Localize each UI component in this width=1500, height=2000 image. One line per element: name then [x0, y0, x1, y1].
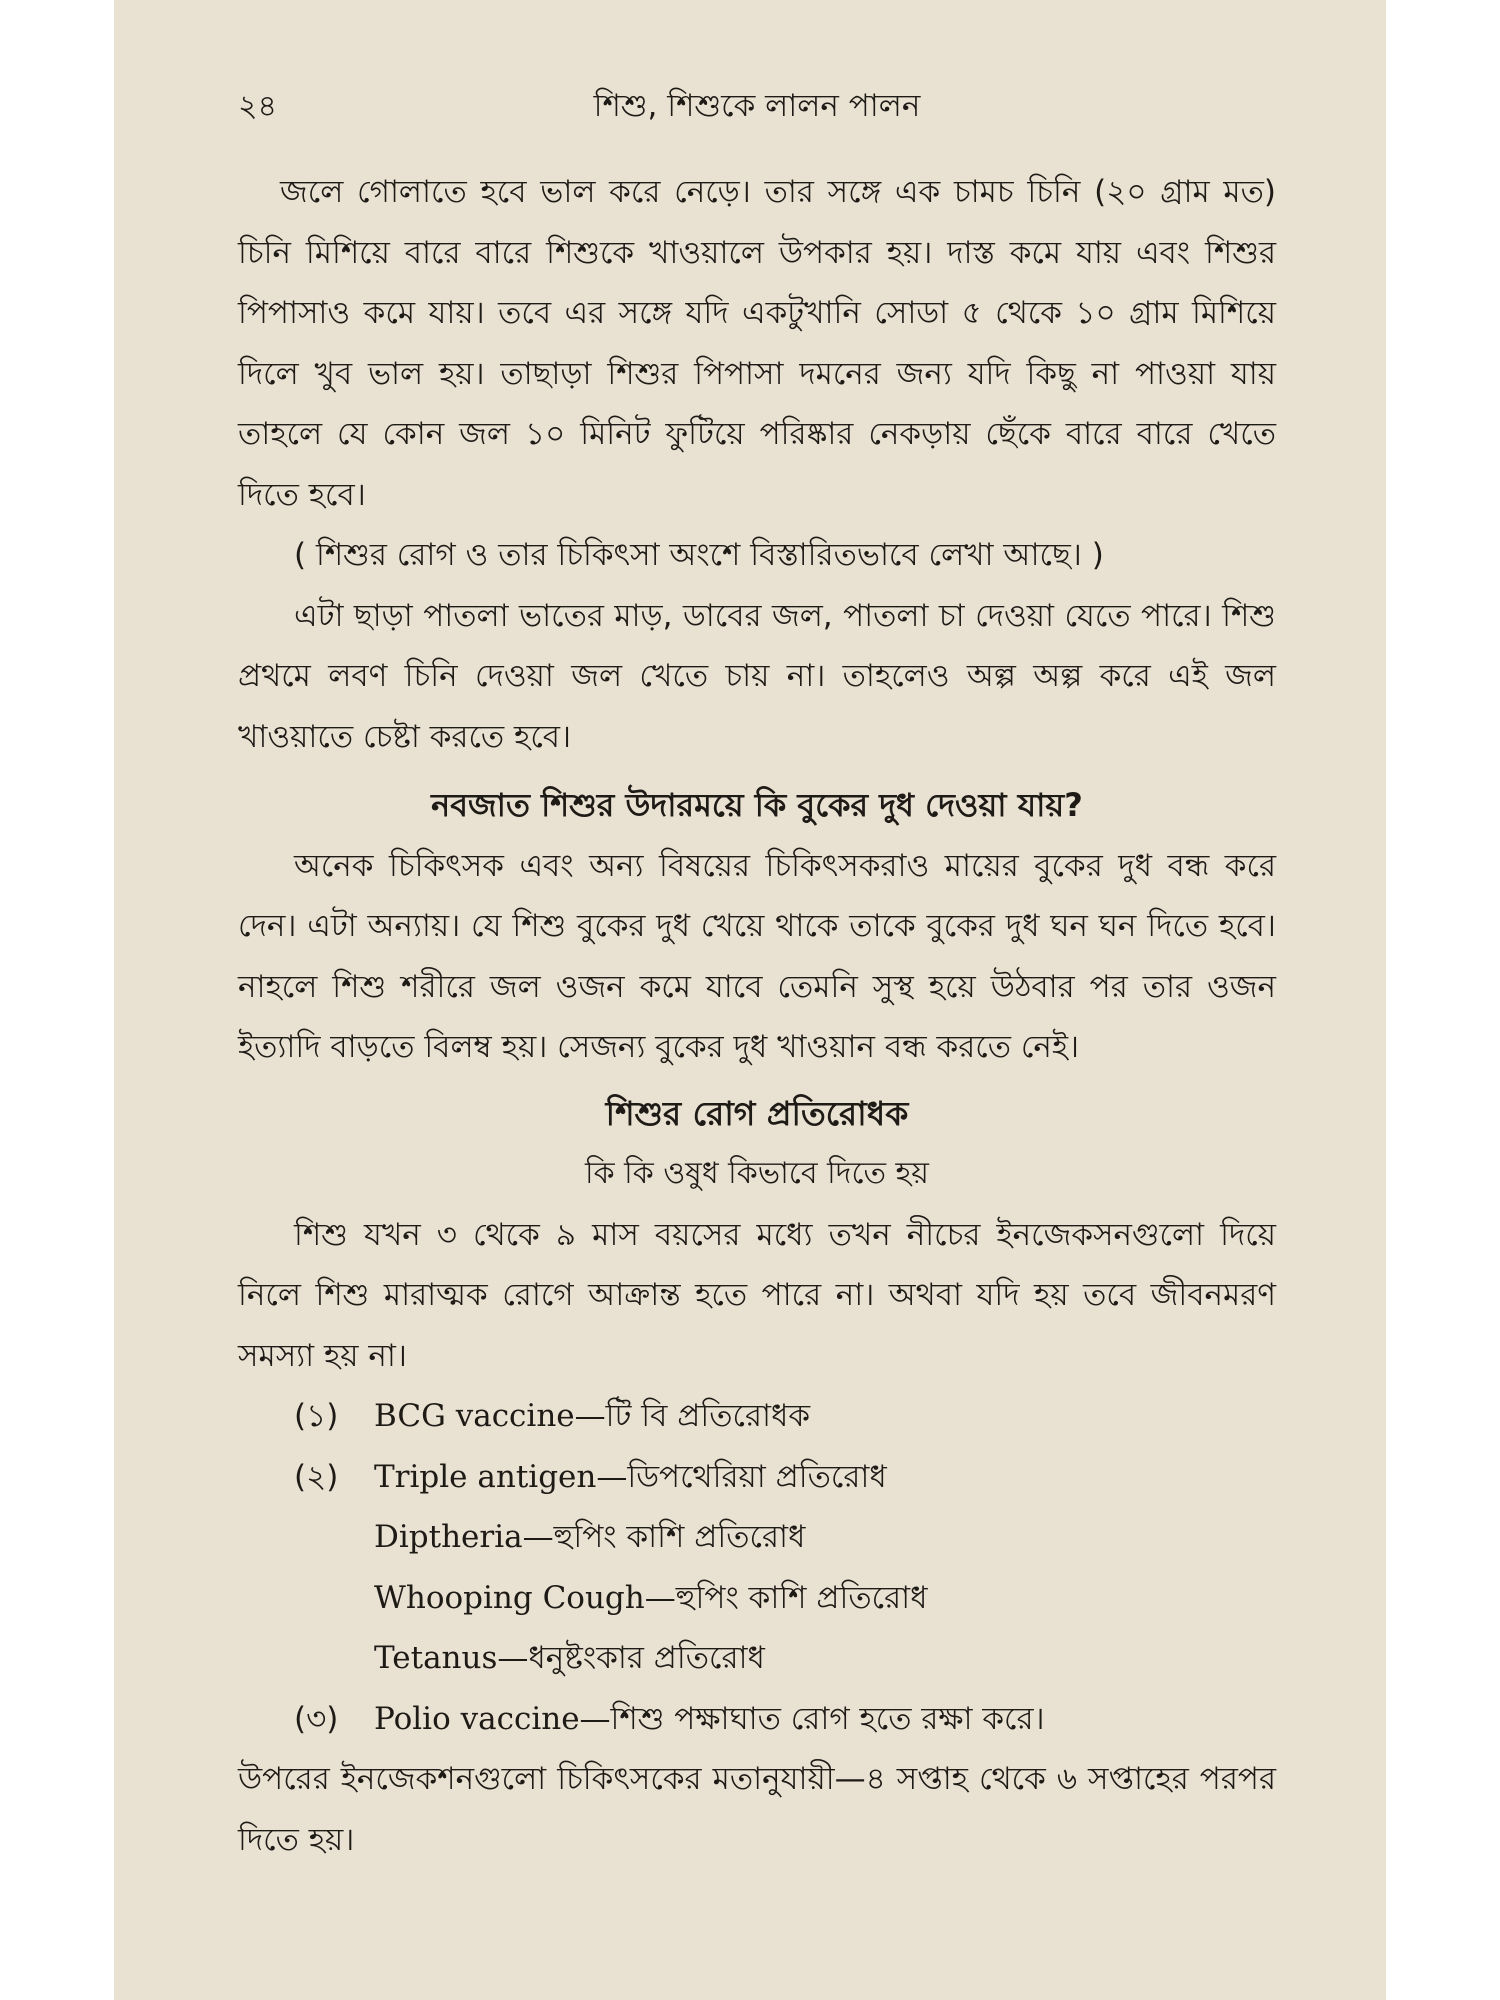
list-item — [238, 1689, 1276, 1750]
list-item — [238, 1568, 1276, 1629]
list-item-number: (২) — [294, 1458, 339, 1495]
list-item-text: Whooping Cough—হুপিং কাশি প্রতিরোধ — [374, 1579, 928, 1616]
list-item-text: Polio vaccine—শিশু পক্ষাঘাত রোগ হতে রক্ষা করে। — [374, 1700, 1045, 1737]
paragraph-reference-note: ( শিশুর রোগ ও তার চিকিৎসা অংশে বিস্তারিতভাবে লেখা আছে। ) — [294, 537, 1104, 573]
running-title: শিশু, শিশুকে লালন পালন — [593, 88, 921, 124]
list-item-number: (১) — [294, 1398, 339, 1434]
list-item-text: BCG vaccine—টি বি প্রতিরোধক — [374, 1398, 811, 1434]
page-body — [238, 162, 1276, 1870]
list-item — [238, 1507, 1276, 1568]
paragraph-breastfeeding: অনেক চিকিৎসক এবং অন্য বিষয়ের চিকিৎসকরাও মায়ের বুকের দুধ বন্ধ করে দেন। এটা অন্যায়। যে শিশু বুকের দুধ খেয়ে থাকে তাকে বুকের দুধ ঘন ঘন দিতে হবে। নাহলে শিশু শরীরে জল ওজন কমে যাবে তেমনি সুস্থ হয়ে উঠবার পর তার ওজন ইত্যাদি বাড়তে বিলম্ব হয়। সেজন্য বুকের দুধ খাওয়ান বন্ধ করতে নেই। — [238, 847, 1276, 1065]
list-item — [238, 1628, 1276, 1689]
list-item-text: Diptheria—হুপিং কাশি প্রতিরোধ — [374, 1519, 806, 1555]
page-number: ২৪ — [238, 89, 277, 124]
book-page — [114, 0, 1386, 2000]
list-item — [238, 1447, 1276, 1508]
paragraph-other-fluids: এটা ছাড়া পাতলা ভাতের মাড়, ডাবের জল, পাতলা চা দেওয়া যেতে পারে। শিশু প্রথমে লবণ চিনি দেওয়া জল খেতে চায় না। তাহলেও অল্প অল্প করে এই জল খাওয়াতে চেষ্টা করতে হবে। — [238, 597, 1276, 755]
page-header — [238, 82, 1276, 132]
section-heading-breastfeeding: নবজাত শিশুর উদারময়ে কি বুকের দুধ দেওয়া যায়? — [431, 786, 1083, 824]
list-item-text: Triple antigen—ডিপথেরিয়া প্রতিরোধ — [374, 1458, 887, 1495]
paragraph-saline: জলে গোলাতে হবে ভাল করে নেড়ে। তার সঙ্গে এক চামচ চিনি (২০ গ্রাম মত) চিনি মিশিয়ে বারে বারে শিশুকে খাওয়ালে উপকার হয়। দাস্ত কমে যায় এবং শিশুর পিপাসাও কমে যায়। তবে এর সঙ্গে যদি একটুখানি সোডা ৫ থেকে ১০ গ্রাম মিশিয়ে দিলে খুব ভাল হয়। তাছাড়া শিশুর পিপাসা দমনের জন্য যদি কিছু না পাওয়া যায় তাহলে যে কোন জল ১০ মিনিট ফুটিয়ে পরিষ্কার নেকড়ায় ছেঁকে বারে বারে খেতে দিতে হবে। — [238, 174, 1276, 513]
paragraph-schedule: উপরের ইনজেকশনগুলো চিকিৎসকের মতানুযায়ী—৪ সপ্তাহ থেকে ৬ সপ্তাহের পরপর দিতে হয়। — [238, 1761, 1276, 1858]
list-item-number: (৩) — [294, 1700, 339, 1737]
list-item-text: Tetanus—ধনুষ্টংকার প্রতিরোধ — [374, 1640, 765, 1676]
vaccine-list — [238, 1386, 1276, 1749]
section-heading-prevention: শিশুর রোগ প্রতিরোধক — [605, 1093, 909, 1133]
paragraph-injections: শিশু যখন ৩ থেকে ৯ মাস বয়সের মধ্যে তখন নীচের ইনজেকসনগুলো দিয়ে নিলে শিশু মারাত্মক রোগে আক্রান্ত হতে পারে না। অথবা যদি হয় তবে জীবনমরণ সমস্যা হয় না। — [238, 1216, 1276, 1374]
list-item — [238, 1386, 1276, 1447]
section-subheading-prevention: কি কি ওষুধ কিভাবে দিতে হয় — [585, 1156, 929, 1191]
